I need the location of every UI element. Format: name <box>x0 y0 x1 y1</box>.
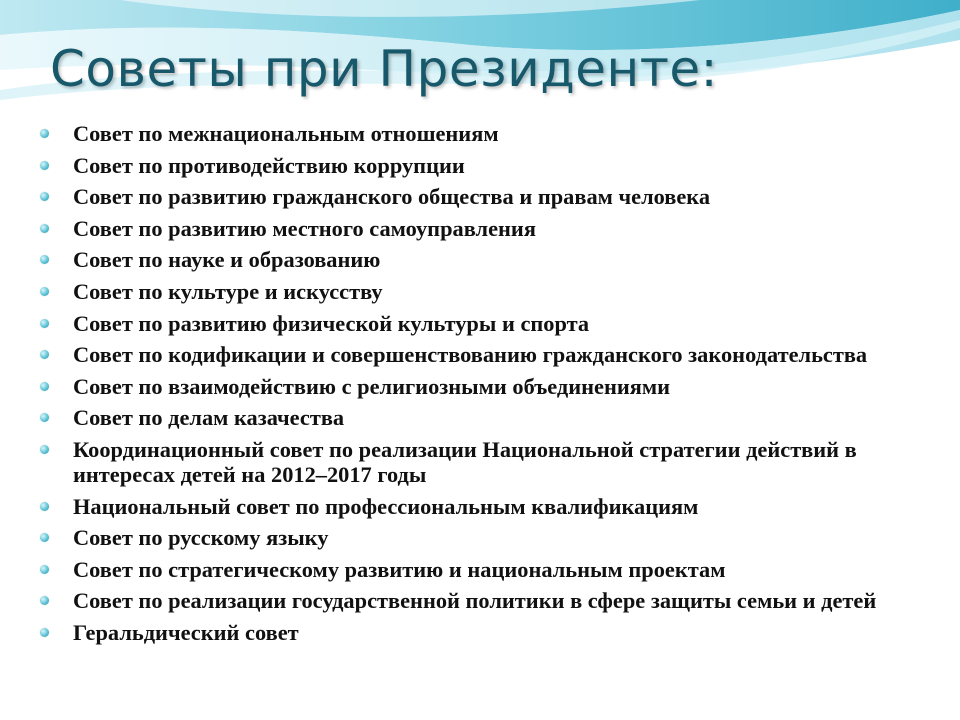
bullet-icon <box>40 413 49 422</box>
list-item <box>40 620 920 645</box>
list-item <box>40 216 920 241</box>
list-item <box>40 494 920 519</box>
list-item-text: Национальный совет по профессиональным квалификациям <box>73 493 699 519</box>
list-item-text: Совет по развитию гражданского общества и правам человека <box>73 184 711 210</box>
list-item-text: Совет по развитию физической культуры и спорта <box>73 310 590 336</box>
list-item-text: Совет по реализации государственной политики в сфере защиты семьи и детей <box>73 588 877 614</box>
bullet-icon <box>40 192 49 201</box>
bullet-icon <box>40 319 49 328</box>
bullet-icon <box>40 628 49 637</box>
list-item <box>40 153 920 178</box>
list-item-text: Совет по кодификации и совершенствованию гражданского законодательства <box>73 342 868 368</box>
bullet-icon <box>40 255 49 264</box>
list-item-text: Совет по науке и образованию <box>73 247 381 273</box>
list-item <box>40 405 920 430</box>
slide-title: Советы при Президенте: <box>50 40 718 98</box>
bullet-icon <box>40 350 49 359</box>
list-item-text: Совет по делам казачества <box>73 405 345 431</box>
list-item-text: Совет по культуре и искусству <box>73 278 383 304</box>
list-item <box>40 247 920 272</box>
list-item <box>40 342 920 367</box>
list-item <box>40 311 920 336</box>
bullet-icon <box>40 445 49 454</box>
list-item-text: Совет по взаимодействию с религиозными объединениями <box>73 373 671 399</box>
list-item <box>40 279 920 304</box>
bullet-icon <box>40 287 49 296</box>
bullet-icon <box>40 596 49 605</box>
list-item <box>40 525 920 550</box>
bullet-icon <box>40 161 49 170</box>
list-item <box>40 437 920 487</box>
list-item <box>40 121 920 146</box>
bullet-icon <box>40 533 49 542</box>
list-item-text: Совет по русскому языку <box>73 525 329 551</box>
list-item-text: Совет по развитию местного самоуправления <box>73 215 536 241</box>
list-item <box>40 184 920 209</box>
bullet-icon <box>40 382 49 391</box>
bullet-icon <box>40 224 49 233</box>
list-item <box>40 588 920 613</box>
list-item-text: Совет по противодействию коррупции <box>73 152 465 178</box>
councils-list <box>40 121 920 652</box>
list-item-text: Координационный совет по реализации Национальной стратегии действий в интересах детей на 2012–2017 годы <box>73 436 857 487</box>
list-item-text: Совет по межнациональным отношениям <box>73 121 499 146</box>
bullet-icon <box>40 502 49 511</box>
list-item <box>40 374 920 399</box>
list-item <box>40 557 920 582</box>
bullet-icon <box>40 565 49 574</box>
list-item-text: Геральдический совет <box>73 619 299 645</box>
list-item-text: Совет по стратегическому развитию и национальным проектам <box>73 556 726 582</box>
bullet-icon <box>40 129 49 138</box>
